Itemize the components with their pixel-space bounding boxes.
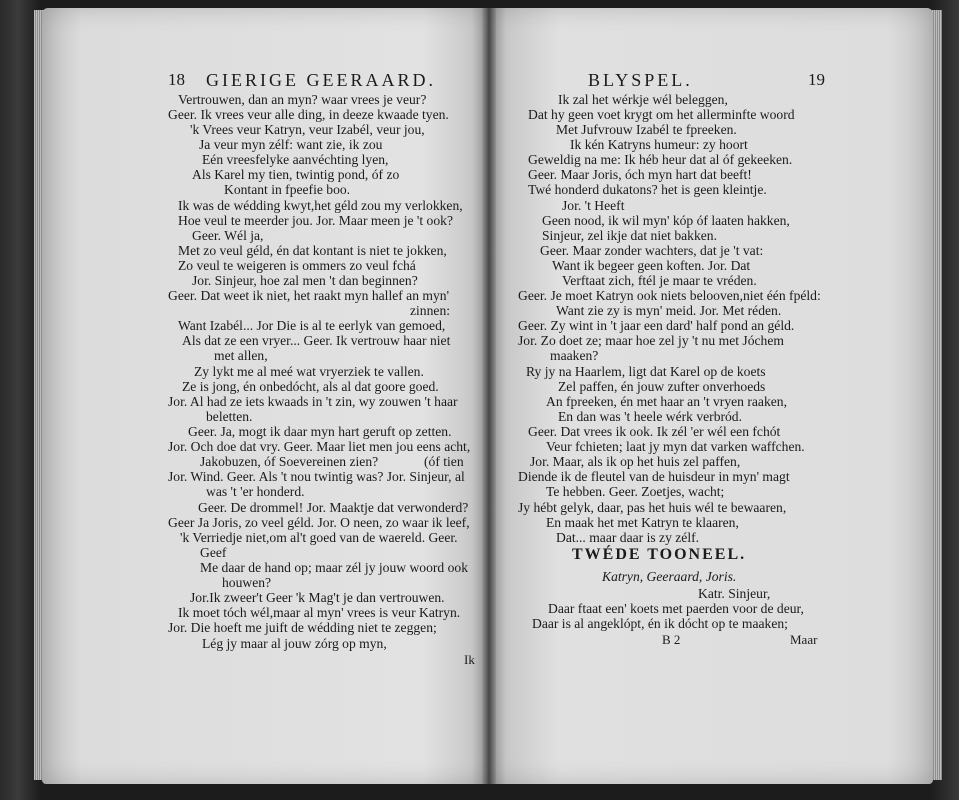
scene-cast: Katryn, Geeraard, Joris. — [602, 569, 737, 584]
text-line: Jor. Maar, als ik op het huis zel paffen, — [530, 454, 741, 469]
text-line: met allen, — [214, 348, 268, 363]
text-line: Ja veur myn zélf: want zie, ik zou — [199, 137, 383, 152]
text-line: Kontant in fpeefie boo. — [224, 182, 351, 197]
text-line: Diende ik de fleutel van de huisdeur in myn' magt — [518, 469, 790, 484]
text-line: Geer Ja Joris, zo veel géld. Jor. O neen, zo waar ik leef, — [168, 515, 470, 530]
text-line: Geer. Zy wint in 't jaar een dard' half pond an géld. — [518, 318, 795, 333]
text-line: Ik was de wédding kwyt,het géld zou my verlokken, — [178, 198, 463, 213]
text-line: Met zo veul géld, én dat kontant is niet te jokken, — [178, 243, 447, 258]
text-line: Daar is al angeklópt, én ik dócht op te maaken; — [532, 616, 788, 631]
text-line: Geer. Ja, mogt ik daar myn hart geruft op zetten. — [188, 424, 452, 439]
text-line: Geer. Dat weet ik niet, het raakt myn hallef an myn' — [168, 288, 450, 303]
text-line: Jor. 't Heeft — [562, 198, 625, 213]
book-gutter — [482, 8, 496, 784]
text-line: Geer. Wél ja, — [192, 228, 264, 243]
text-line: Veur fchieten; laat jy myn dat varken waffchen. — [546, 439, 805, 454]
text-line: Geer. Dat vrees ik ook. Ik zél 'er wél een fchót — [528, 424, 781, 439]
text-line: Geer. Je moet Katryn ook niets belooven,niet één fpéld: — [518, 288, 821, 303]
text-line: Hoe veul te meerder jou. Jor. Maar meen je 't ook? — [178, 213, 453, 228]
text-line: Ry jy na Haarlem, ligt dat Karel op de koets — [526, 364, 766, 379]
text-line: was 't 'er honderd. — [206, 484, 305, 499]
text-line: Zy lykt me al meé wat vryerziek te vallen. — [194, 364, 424, 379]
text-line: Jor. Die hoeft me juift de wédding niet te zeggen; — [168, 620, 437, 635]
text-line: Geer. Ik vrees veur alle ding, in deeze kwaade tyen. — [168, 107, 449, 122]
text-line: Me daar de hand op; maar zél jy jouw woord ook — [200, 560, 469, 575]
text-line: Geweldig na me: Ik héb heur dat al óf gekeeken. — [528, 152, 793, 167]
text-line: Jor. Sinjeur, hoe zal men 't dan beginnen? — [192, 273, 418, 288]
text-line: Geer. De drommel! Jor. Maaktje dat verwonderd? — [198, 500, 469, 515]
text-line: Ik moet tóch wél,maar al myn' vrees is veur Katryn. — [178, 605, 461, 620]
text-line: 'k Verriedje niet,om al't goed van de waereld. Geer. — [180, 530, 458, 545]
right-page-number: 19 — [808, 70, 825, 89]
text-line: Zel paffen, én jouw zufter onverhoeds — [558, 379, 766, 394]
text-line: Dat... maar daar is zy zélf. — [556, 530, 700, 545]
text-line: Vertrouwen, dan an myn? waar vrees je veur? — [178, 92, 427, 107]
text-line: 'k Vrees veur Katryn, veur Izabél, veur jou, — [190, 122, 425, 137]
text-line: Jor.Ik zweer't Geer 'k Mag't je dan vertrouwen. — [190, 590, 445, 605]
left-catchword: Ik — [464, 652, 475, 667]
text-line: Ik kén Katryns humeur: zy hoort — [570, 137, 748, 152]
text-line: (óf tien — [424, 454, 464, 469]
right-running-head: BLYSPEL. — [588, 70, 693, 90]
text-line: Want zie zy is myn' meid. Jor. Met réden. — [556, 303, 782, 318]
text-line: Ik zal het wérkje wél beleggen, — [558, 92, 728, 107]
text-line: Te hebben. Geer. Zoetjes, wacht; — [546, 484, 725, 499]
text-line: Als Karel my tien, twintig pond, óf zo — [192, 167, 400, 182]
text-line: Sinjeur, zel ikje dat niet bakken. — [542, 228, 717, 243]
text-line: maaken? — [550, 348, 599, 363]
text-line: Katr. Sinjeur, — [698, 586, 771, 601]
text-line: Verftaat zich, ftél je maar te vréden. — [562, 273, 757, 288]
text-line: An fpreeken, én met haar an 't vryen raaken, — [546, 394, 787, 409]
right-page-edges — [932, 10, 942, 780]
text-line: Want ik begeer geen koften. Jor. Dat — [552, 258, 751, 273]
text-line: Jy hébt gelyk, daar, pas het huis wél te bewaaren, — [518, 500, 787, 515]
text-line: Als dat ze een vryer... Geer. Ik vertrouw haar niet — [182, 333, 451, 348]
text-line: beletten. — [206, 409, 253, 424]
text-line: Jor. Och doe dat vry. Geer. Maar liet men jou eens acht, — [168, 439, 471, 454]
scene-title: TWÉDE TOONEEL. — [572, 546, 747, 563]
text-line: Jor. Wind. Geer. Als 't nou twintig was? Jor. Sinjeur, al — [168, 469, 465, 484]
text-line: Eén vreesfelyke aanvéchting lyen, — [202, 152, 389, 167]
text-line: Geer. Maar Joris, óch myn hart dat beeft! — [528, 167, 752, 182]
left-page-number: 18 — [168, 70, 185, 89]
text-line: Geef — [200, 545, 227, 560]
signature-mark: B 2 — [662, 632, 681, 647]
text-line: En maak het met Katryn te klaaren, — [546, 515, 739, 530]
text-line: Twé honderd dukatons? het is geen kleintje. — [528, 182, 767, 197]
text-line: Met Jufvrouw Izabél te fpreeken. — [556, 122, 737, 137]
text-line: Daar ftaat een' koets met paerden voor de deur, — [548, 601, 804, 616]
left-running-head: GIERIGE GEERAARD. — [206, 70, 436, 90]
text-line: Dat hy geen voet krygt om het allerminfte woord — [528, 107, 795, 122]
text-line: Geer. Maar zonder wachters, dat je 't vat: — [540, 243, 764, 258]
text-line: Geen nood, ik wil myn' kóp óf laaten hakken, — [542, 213, 790, 228]
text-line: En dan was 't heele wérk verbród. — [558, 409, 743, 424]
text-line: Jor. Zo doet ze; maar hoe zel jy 't nu met Jóchem — [518, 333, 784, 348]
text-line: Jakobuzen, óf Soevereinen zien? — [200, 454, 379, 469]
text-line: Lég jy maar al jouw zórg op myn, — [202, 636, 387, 651]
text-line: zinnen: — [410, 303, 451, 318]
text-line: Zo veul te weigeren is ommers zo veul fchá — [178, 258, 416, 273]
text-line: Want Izabél... Jor Die is al te eerlyk van gemoed, — [178, 318, 446, 333]
text-line: Jor. Al had ze iets kwaads in 't zin, wy zouwen 't haar — [168, 394, 458, 409]
right-catchword: Maar — [790, 632, 818, 647]
text-line: houwen? — [222, 575, 272, 590]
text-line: Ze is jong, én onbedócht, als al dat goore goed. — [182, 379, 439, 394]
